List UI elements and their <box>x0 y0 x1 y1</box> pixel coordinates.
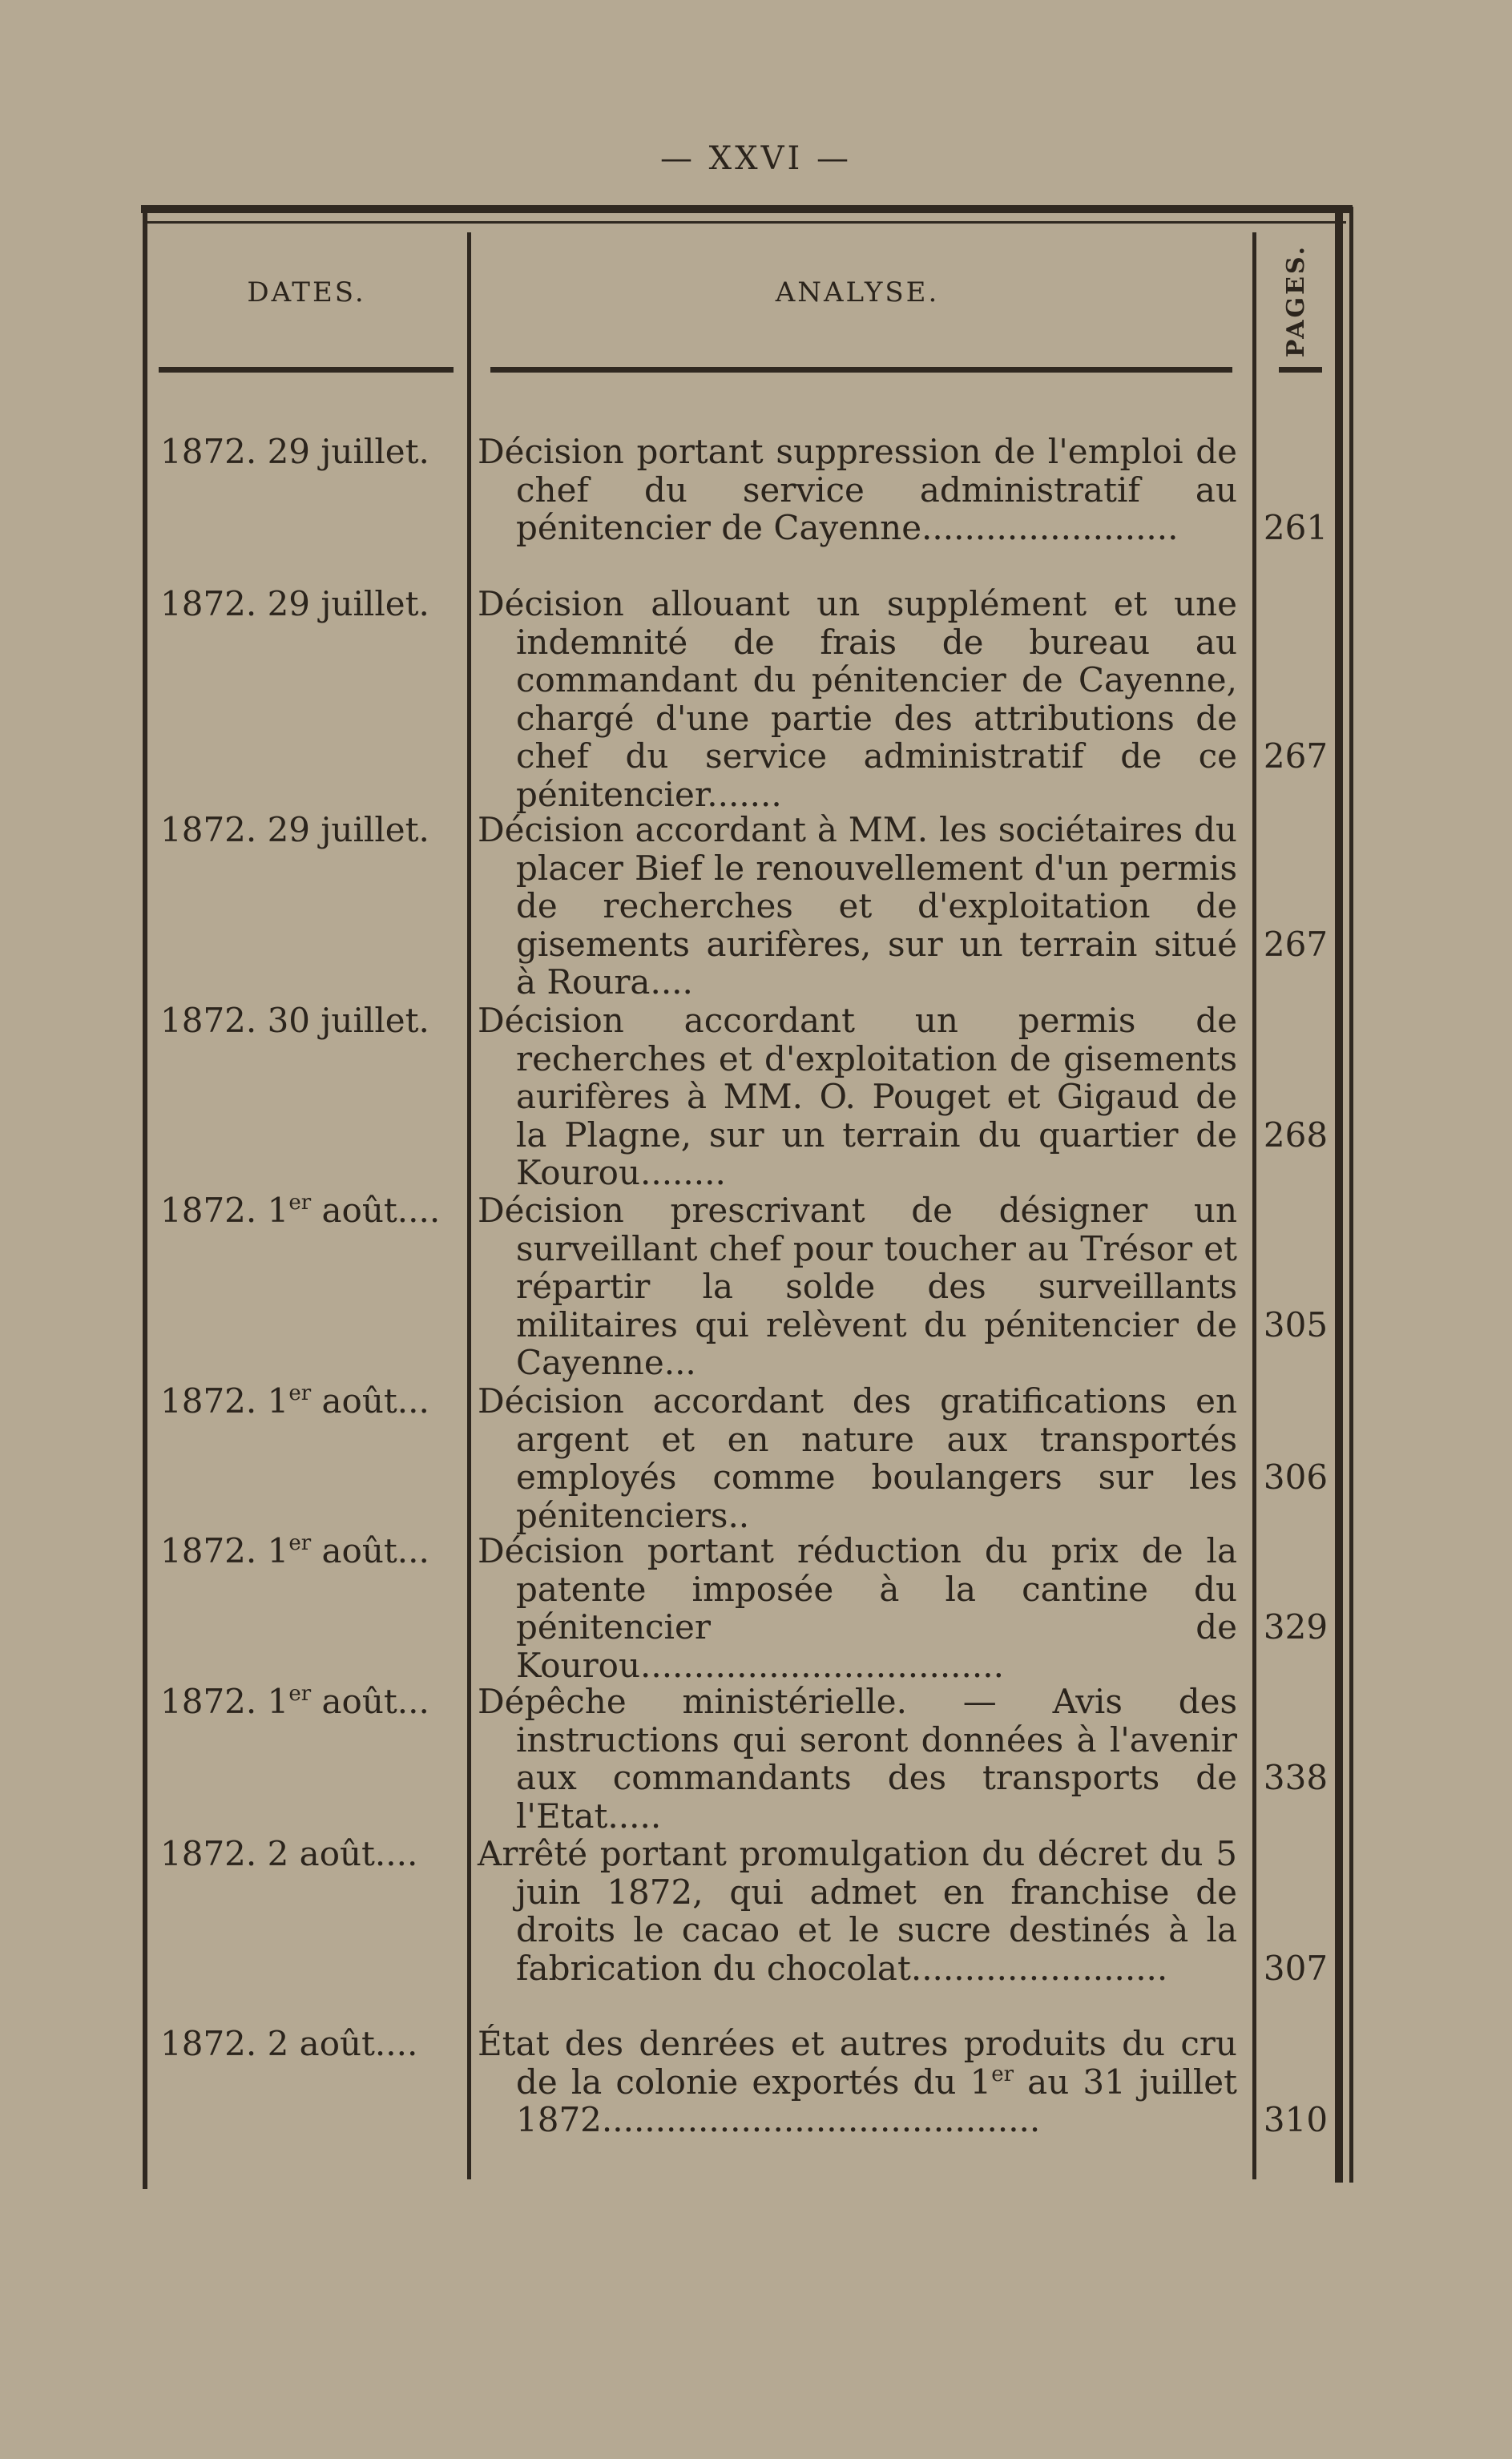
entry-analysis: Décision accordant des gratifications en argent et en nature aux transportés employés comme boulangers sur les pénitenciers.. <box>478 1381 1237 1535</box>
header-rule-pages <box>1279 367 1322 373</box>
table-right-border <box>1335 210 1343 2183</box>
entry-date: 1872. 1er août... <box>160 1381 429 1421</box>
entry-page: 329 <box>1263 1607 1329 1647</box>
entry-date: 1872. 2 août.... <box>160 2024 418 2063</box>
table-top-thin-rule <box>144 221 1346 224</box>
entry-date: 1872. 2 août.... <box>160 1834 418 1873</box>
entry-date: 1872. 1er août... <box>160 1531 429 1570</box>
entry-analysis: État des denrées et autres produits du cru de la colonie exportés du 1er au 31 juillet 1872......................................... <box>478 2024 1237 2139</box>
entry-page: 338 <box>1263 1758 1329 1797</box>
column-header-analysis: ANALYSE. <box>775 276 940 308</box>
entry-analysis: Décision prescrivant de désigner un surveillant chef pour toucher au Trésor et répartir la solde des surveillants militaires qui relèvent du pénitencier de Cayenne... <box>478 1191 1237 1382</box>
column-header-pages-label: PAGES. <box>1282 244 1311 357</box>
entry-date: 1872. 29 juillet. <box>160 432 429 471</box>
entry-date: 1872. 1er août.... <box>160 1191 441 1230</box>
table-left-border <box>143 210 147 2189</box>
entry-analysis: Dépêche ministérielle. — Avis des instructions qui seront données à l'avenir aux commandants des transports de l'Etat..... <box>478 1682 1237 1836</box>
entry-page: 306 <box>1263 1457 1329 1497</box>
entry-page: 267 <box>1263 736 1329 776</box>
entry-page: 267 <box>1263 925 1329 964</box>
entry-analysis: Décision accordant à MM. les sociétaires du placer Bief le renouvellement d'un permis de recherches et d'exploitation de gisements aurifères, sur un terrain situé à Roura.... <box>478 810 1237 1002</box>
entry-analysis: Décision portant suppression de l'emploi de chef du service administratif au pénitencier de Cayenne........................ <box>478 432 1237 547</box>
entry-date: 1872. 1er août... <box>160 1682 429 1721</box>
entry-analysis: Décision allouant un supplément et une indemnité de frais de bureau au commandant du pénitencier de Cayenne, chargé d'une partie des attributions de chef du service administratif de ce pénitencier....... <box>478 584 1237 814</box>
table-right-border-outer <box>1349 207 1353 2183</box>
entry-page: 268 <box>1263 1115 1329 1155</box>
page-number: — XXVI — <box>659 140 853 177</box>
column-divider-dates <box>467 232 471 2179</box>
entry-date: 1872. 29 juillet. <box>160 810 429 849</box>
column-divider-analysis <box>1252 232 1256 2179</box>
entry-date: 1872. 29 juillet. <box>160 584 429 623</box>
entry-analysis: Décision accordant un permis de recherches et d'exploitation de gisements aurifères à MM. O. Pouget et Gigaud de la Plagne, sur un terrain du quartier de Kourou........ <box>478 1001 1237 1192</box>
entry-analysis: Arrêté portant promulgation du décret du 5 juin 1872, qui admet en franchise de droits le cacao et le sucre destinés à la fabrication du chocolat........................ <box>478 1834 1237 1988</box>
column-header-pages <box>1272 240 1320 361</box>
header-rule-analysis <box>490 367 1232 373</box>
entry-page: 307 <box>1263 1949 1329 1988</box>
header-rule-dates <box>159 367 454 373</box>
table-top-rule <box>141 205 1353 213</box>
column-header-dates: DATES. <box>247 276 366 308</box>
entry-page: 261 <box>1263 508 1329 547</box>
entry-page: 310 <box>1263 2100 1329 2139</box>
entry-page: 305 <box>1263 1305 1329 1344</box>
entry-date: 1872. 30 juillet. <box>160 1001 429 1040</box>
entry-analysis: Décision portant réduction du prix de la patente imposée à la cantine du pénitencier de Kourou.................................. <box>478 1531 1237 1685</box>
